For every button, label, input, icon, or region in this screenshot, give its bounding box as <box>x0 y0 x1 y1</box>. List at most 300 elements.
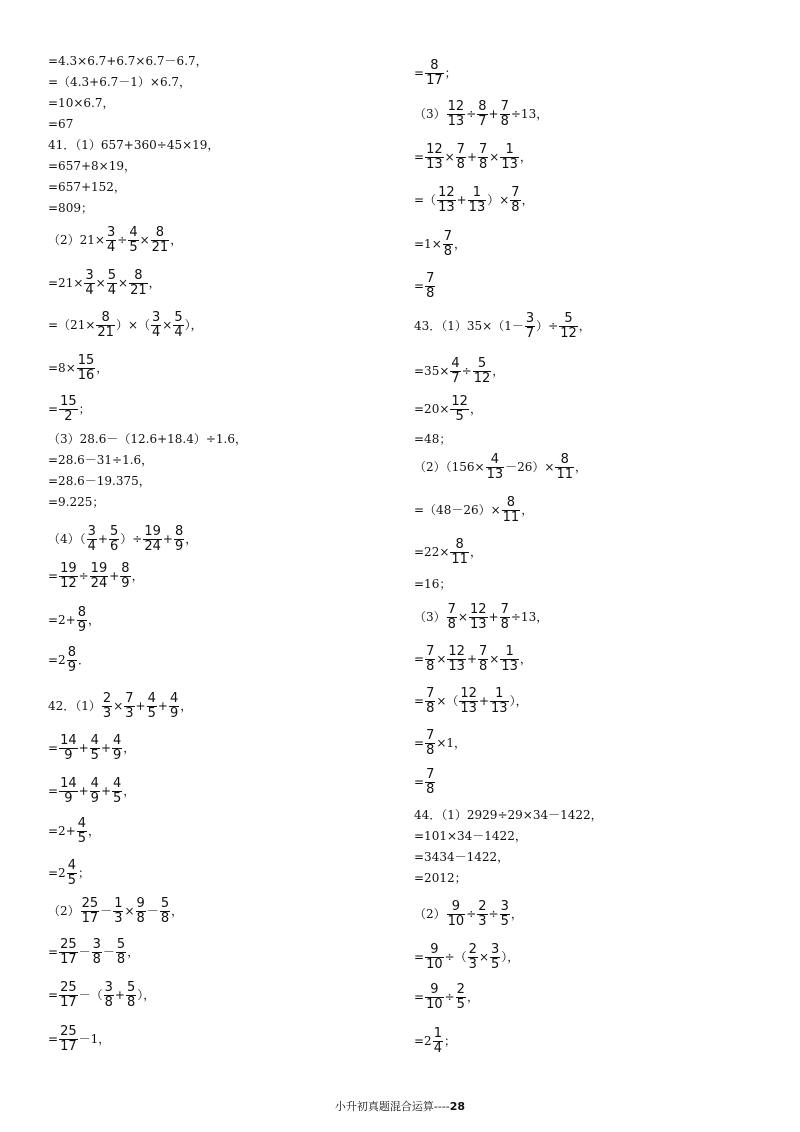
fraction <box>425 943 444 972</box>
math-text: （3） <box>414 106 446 121</box>
denominator: 6 <box>109 538 119 554</box>
numerator: 7 <box>426 766 435 782</box>
math-text: － <box>102 944 115 959</box>
numerator: 5 <box>126 979 136 995</box>
numerator: 4 <box>169 690 179 706</box>
denominator: 17 <box>60 1038 77 1054</box>
math-text: ， <box>127 944 140 959</box>
math-text: ， <box>131 568 144 583</box>
math-text: =8× <box>48 360 76 375</box>
math-line <box>414 768 436 797</box>
fraction <box>559 312 578 341</box>
denominator: 8 <box>500 113 509 129</box>
math-text: + <box>488 609 499 624</box>
math-text: = <box>48 568 59 583</box>
fraction <box>433 1027 443 1056</box>
fraction <box>500 143 519 172</box>
numerator: 7 <box>426 727 435 743</box>
denominator: 5 <box>113 790 122 806</box>
denominator: 24 <box>90 575 108 591</box>
fraction <box>447 645 466 674</box>
denominator: 10 <box>426 956 443 972</box>
numerator: 4 <box>147 690 156 706</box>
math-text: ， <box>171 903 184 918</box>
denominator: 8 <box>443 243 453 259</box>
numerator: 8 <box>121 560 130 576</box>
numerator: 9 <box>430 941 439 957</box>
fraction <box>500 603 510 632</box>
math-text: ÷ <box>488 906 499 921</box>
numerator: 8 <box>67 644 76 660</box>
math-text: ， <box>123 783 136 798</box>
numerator: 2 <box>456 981 465 997</box>
numerator: 8 <box>506 494 516 510</box>
math-text: =48； <box>414 432 452 446</box>
math-text: =2 <box>48 652 66 667</box>
denominator: 8 <box>500 616 509 632</box>
numerator: 5 <box>564 310 573 326</box>
math-text: = <box>414 149 425 164</box>
math-text: ， <box>575 459 588 474</box>
math-text: －（ <box>78 987 103 1002</box>
math-text: ）÷ <box>120 531 143 546</box>
numerator: 19 <box>60 560 77 576</box>
math-text: + <box>97 531 108 546</box>
denominator: 7 <box>451 370 460 386</box>
denominator: 8 <box>426 658 435 674</box>
math-text: × <box>436 651 447 666</box>
math-text: =35× <box>414 363 450 378</box>
fraction <box>469 603 488 632</box>
numerator: 3 <box>500 898 509 914</box>
math-text: + <box>162 531 173 546</box>
math-text: × <box>457 609 468 624</box>
numerator: 2 <box>102 690 112 706</box>
math-text: + <box>466 149 478 164</box>
math-text: ）， <box>184 317 203 332</box>
math-text: －26）× <box>505 459 555 474</box>
numerator: 4 <box>67 857 76 873</box>
numerator: 7 <box>447 601 456 617</box>
math-text: ）， <box>501 949 520 964</box>
math-text: （3） <box>414 609 446 624</box>
math-text: = <box>48 1031 59 1046</box>
denominator: 8 <box>136 910 145 926</box>
numerator: 4 <box>490 451 500 467</box>
fraction <box>500 645 519 674</box>
math-text: ； <box>444 65 457 80</box>
math-text: ×（ <box>436 693 459 708</box>
numerator: 8 <box>560 451 569 467</box>
denominator: 4 <box>152 324 161 340</box>
math-line <box>414 59 457 88</box>
fraction <box>456 983 466 1012</box>
denominator: 13 <box>501 156 518 172</box>
math-text: × <box>478 949 490 964</box>
fraction <box>425 687 435 716</box>
math-text: （2）21× <box>48 232 105 247</box>
math-text: =（4.3+6.7－1）×6.7， <box>48 75 192 89</box>
denominator: 4 <box>107 282 117 298</box>
numerator: 1 <box>505 643 514 659</box>
math-text: =21× <box>48 275 84 290</box>
math-text: （2） <box>48 903 80 918</box>
denominator: 12 <box>60 575 77 591</box>
math-text: = <box>48 944 59 959</box>
numerator: 12 <box>451 393 468 409</box>
math-text: =16； <box>414 577 452 591</box>
denominator: 4 <box>433 1040 442 1056</box>
denominator: 8 <box>126 994 136 1010</box>
numerator: 8 <box>174 523 184 539</box>
numerator: 1 <box>114 895 123 911</box>
math-text: ， <box>521 192 534 207</box>
math-line <box>414 983 479 1012</box>
numerator: 25 <box>81 895 99 911</box>
math-text: + <box>466 651 478 666</box>
math-text: （3）28.6－（12.6+18.4）÷1.6， <box>48 432 247 446</box>
math-text: = <box>414 949 425 964</box>
math-line <box>414 186 534 215</box>
fraction <box>447 900 466 929</box>
math-text: =2 <box>414 1033 432 1048</box>
math-text: × <box>124 903 135 918</box>
math-text: + <box>135 698 146 713</box>
numerator: 1 <box>495 685 504 701</box>
math-text: ， <box>454 236 467 251</box>
fraction <box>425 645 435 674</box>
math-text: + <box>478 693 490 708</box>
denominator: 13 <box>460 700 477 716</box>
math-text: ， <box>123 740 136 755</box>
fraction <box>425 272 435 301</box>
numerator: 8 <box>430 57 439 73</box>
fraction <box>490 687 509 716</box>
math-text: ； <box>77 865 90 880</box>
math-text: ， <box>185 531 198 546</box>
math-text: = <box>414 65 425 80</box>
fraction <box>425 983 444 1012</box>
numerator: 19 <box>144 523 161 539</box>
footer-title: 小升初真题混合运算---- <box>334 1100 450 1113</box>
denominator: 3 <box>102 705 112 721</box>
math-line <box>414 943 519 972</box>
math-text: ， <box>466 989 479 1004</box>
denominator: 5 <box>90 747 99 763</box>
math-text: ； <box>443 1033 456 1048</box>
numerator: 4 <box>90 732 99 748</box>
numerator: 5 <box>160 895 170 911</box>
fraction <box>425 59 444 88</box>
math-text: ）， <box>509 693 528 708</box>
denominator: 9 <box>174 538 184 554</box>
fraction <box>500 900 510 929</box>
denominator: 24 <box>144 538 161 554</box>
fraction <box>477 100 487 129</box>
math-text: = <box>414 774 425 789</box>
numerator: 25 <box>60 936 77 952</box>
fraction <box>447 100 466 129</box>
numerator: 5 <box>174 309 183 325</box>
denominator: 13 <box>447 113 465 129</box>
numerator: 3 <box>92 936 101 952</box>
math-line <box>414 687 528 716</box>
numerator: 7 <box>500 601 509 617</box>
math-text: ； <box>78 401 91 416</box>
math-line <box>414 230 466 259</box>
denominator: 11 <box>502 509 520 525</box>
math-text: － <box>100 903 113 918</box>
numerator: 7 <box>479 643 488 659</box>
numerator: 4 <box>90 775 99 791</box>
math-text: ， <box>492 363 505 378</box>
denominator: 10 <box>447 913 465 929</box>
numerator: 12 <box>447 98 465 114</box>
numerator: 9 <box>451 898 461 914</box>
math-text: × <box>489 149 500 164</box>
numerator: 4 <box>113 732 122 748</box>
fraction <box>450 395 469 424</box>
math-line <box>414 807 603 823</box>
fraction <box>447 603 457 632</box>
denominator: 11 <box>556 466 574 482</box>
denominator: 13 <box>438 199 455 215</box>
denominator: 5 <box>77 830 87 846</box>
fraction <box>525 312 535 341</box>
math-text: × <box>139 232 150 247</box>
denominator: 13 <box>501 658 518 674</box>
math-text: × <box>95 275 106 290</box>
math-text: =28.6－31÷1.6， <box>48 453 154 467</box>
numerator: 9 <box>430 981 439 997</box>
math-text: ， <box>88 612 101 627</box>
numerator: 5 <box>109 523 119 539</box>
numerator: 4 <box>451 355 460 371</box>
denominator: 9 <box>59 791 78 806</box>
numerator: 7 <box>500 98 509 114</box>
fraction <box>555 453 574 482</box>
denominator: 5 <box>500 913 509 929</box>
numerator: 3 <box>87 523 96 539</box>
math-text: + <box>456 192 467 207</box>
numerator: 2 <box>478 898 487 914</box>
math-text: ， <box>180 698 193 713</box>
fraction <box>456 143 466 172</box>
numerator: 7 <box>426 643 435 659</box>
numerator: 1 <box>505 141 514 157</box>
math-text: ÷ <box>466 906 477 921</box>
math-text: － <box>146 903 159 918</box>
math-text: ， <box>88 823 101 838</box>
numerator: 8 <box>455 536 464 552</box>
page-number: 28 <box>449 1100 466 1113</box>
math-text: =101×34－1422， <box>414 829 527 843</box>
math-line <box>414 870 467 886</box>
numerator: 5 <box>107 267 117 283</box>
fraction <box>468 186 487 215</box>
denominator: 5 <box>450 409 469 424</box>
denominator: 8 <box>426 781 435 797</box>
numerator: 7 <box>125 690 134 706</box>
denominator: 3 <box>114 910 123 926</box>
math-text: ， <box>469 401 482 416</box>
math-line <box>414 272 436 301</box>
fraction <box>459 687 478 716</box>
math-text: =2+ <box>48 823 76 838</box>
math-text: + <box>109 568 120 583</box>
fraction <box>477 900 487 929</box>
math-line <box>414 603 548 632</box>
math-text: =2012； <box>414 871 467 885</box>
math-text: × <box>118 275 129 290</box>
math-text: + <box>78 740 89 755</box>
fraction <box>450 538 469 567</box>
math-text: =（21× <box>48 317 96 332</box>
fraction <box>468 943 478 972</box>
fraction <box>490 943 500 972</box>
denominator: 5 <box>67 872 76 888</box>
denominator: 17 <box>81 910 99 926</box>
denominator: 8 <box>426 285 435 301</box>
math-text: =22× <box>414 544 450 559</box>
numerator: 15 <box>77 352 95 368</box>
numerator: 4 <box>77 815 87 831</box>
numerator: 12 <box>460 685 477 701</box>
denominator: 4 <box>87 538 96 554</box>
math-line <box>414 312 591 341</box>
numerator: 5 <box>116 936 126 952</box>
fraction <box>502 496 521 525</box>
math-text: ÷13， <box>510 106 549 121</box>
math-text: =28.6－19.375， <box>48 474 151 488</box>
denominator: 21 <box>130 282 147 298</box>
math-text: ）×（ <box>115 317 150 332</box>
math-text: ）， <box>137 987 156 1002</box>
denominator: 8 <box>104 994 113 1010</box>
math-text: =（ <box>414 192 437 207</box>
fraction <box>478 645 488 674</box>
math-text: 42．（1） <box>48 698 101 713</box>
denominator: 17 <box>60 994 77 1010</box>
math-text: =20× <box>414 401 450 416</box>
fraction <box>510 186 520 215</box>
denominator: 5 <box>147 705 156 721</box>
math-text: =657+152， <box>48 180 126 194</box>
denominator: 21 <box>151 239 169 255</box>
numerator: 1 <box>433 1025 442 1041</box>
denominator: 13 <box>426 156 443 172</box>
denominator: 3 <box>125 705 134 721</box>
numerator: 4 <box>129 224 138 240</box>
math-text: = <box>414 278 425 293</box>
denominator: 11 <box>451 551 468 567</box>
math-text: ÷ <box>117 232 128 247</box>
numerator: 7 <box>511 184 520 200</box>
math-text: ， <box>469 544 482 559</box>
math-line <box>414 496 533 525</box>
math-text: ÷ <box>444 989 455 1004</box>
math-text: ÷13， <box>510 609 549 624</box>
fraction <box>425 143 444 172</box>
math-text: =809； <box>48 201 93 215</box>
math-line <box>414 357 504 386</box>
math-text: ×1， <box>436 735 467 750</box>
math-text: （4）（ <box>48 531 86 546</box>
math-text: =4.3×6.7+6.7×6.7－6.7， <box>48 54 208 68</box>
denominator: 17 <box>426 72 443 88</box>
fraction <box>443 230 453 259</box>
math-text: = <box>48 740 59 755</box>
math-text: ）÷ <box>536 318 559 333</box>
math-text: =657+8×19， <box>48 159 136 173</box>
denominator: 8 <box>479 658 488 674</box>
denominator: 8 <box>426 742 435 758</box>
math-line <box>414 143 532 172</box>
math-text: （2） <box>414 906 446 921</box>
denominator: 7 <box>478 113 487 129</box>
math-text: = <box>48 401 59 416</box>
fraction <box>473 357 492 386</box>
math-line <box>414 1027 456 1056</box>
math-text: × <box>113 698 124 713</box>
numerator: 9 <box>136 895 145 911</box>
fraction <box>450 357 460 386</box>
fraction <box>425 768 435 797</box>
math-text: 43．（1）35×（1－ <box>414 318 524 333</box>
numerator: 15 <box>60 393 77 409</box>
math-line <box>414 453 587 482</box>
numerator: 7 <box>426 270 435 286</box>
math-text: ÷ <box>78 568 89 583</box>
numerator: 2 <box>468 941 477 957</box>
math-text: = <box>48 987 59 1002</box>
math-text: =9.225； <box>48 495 105 509</box>
numerator: 12 <box>448 643 465 659</box>
math-text: =10×6.7， <box>48 96 115 110</box>
numerator: 3 <box>106 224 116 240</box>
math-text: ， <box>519 149 532 164</box>
math-text: + <box>157 698 168 713</box>
math-text: =2+ <box>48 612 76 627</box>
numerator: 12 <box>438 184 455 200</box>
math-line <box>414 645 532 674</box>
math-text: －1， <box>78 1031 111 1046</box>
denominator: 9 <box>90 790 99 806</box>
math-text: ， <box>510 906 523 921</box>
math-line <box>414 828 527 844</box>
math-text: ， <box>578 318 591 333</box>
numerator: 5 <box>477 355 487 371</box>
math-text: ． <box>77 652 90 667</box>
numerator: 12 <box>426 141 443 157</box>
numerator: 7 <box>479 141 488 157</box>
math-line <box>414 100 548 129</box>
denominator: 3 <box>468 956 477 972</box>
denominator: 8 <box>160 910 170 926</box>
denominator: 12 <box>473 370 491 386</box>
math-text: =2 <box>48 865 66 880</box>
math-line <box>414 729 466 758</box>
fraction <box>478 143 488 172</box>
numerator: 12 <box>469 601 487 617</box>
numerator: 7 <box>456 141 465 157</box>
denominator: 9 <box>67 659 76 675</box>
fraction <box>425 729 435 758</box>
denominator: 3 <box>478 913 487 929</box>
denominator: 17 <box>60 951 77 967</box>
denominator: 9 <box>77 619 87 635</box>
fraction <box>500 100 510 129</box>
